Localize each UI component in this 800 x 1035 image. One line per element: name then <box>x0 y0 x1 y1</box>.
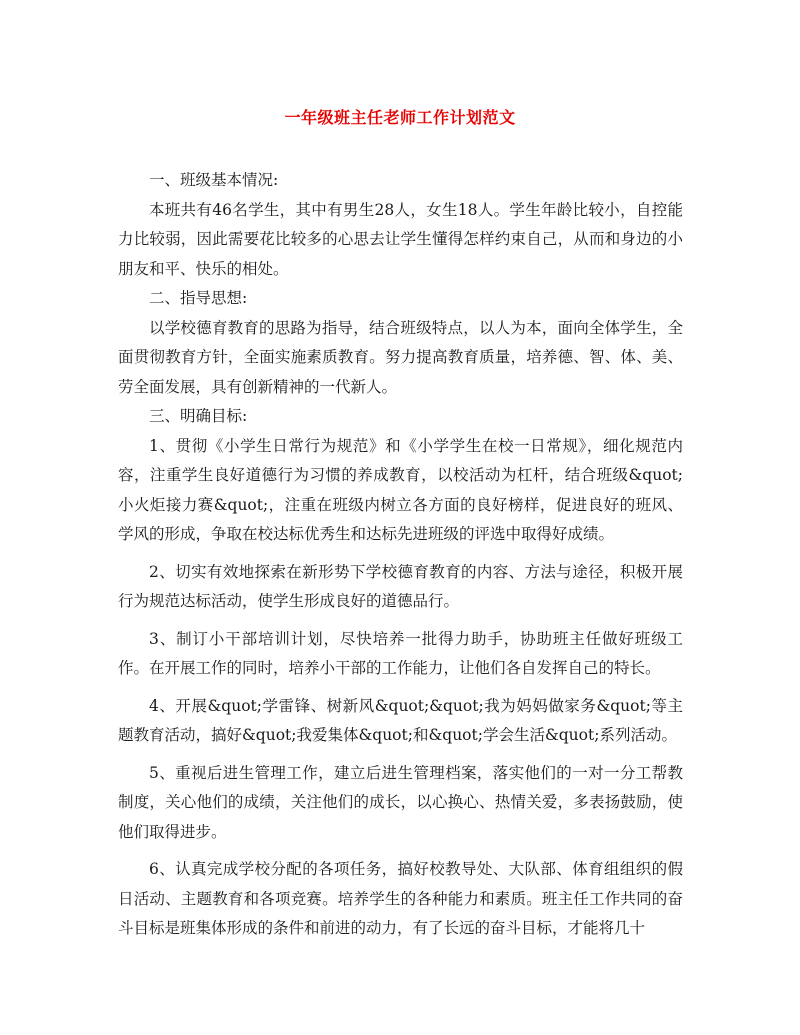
section-heading-goals: 三、明确目标: <box>149 407 248 425</box>
paragraph-goal-1: 1、贯彻《小学生日常行为规范》和《小学学生在校一日常规》，细化规范内容，注重学生良好道德行为习惯的养成教育，以校活动为杠杆，结合班级&quot;小火炬接力赛&quot;，注重在班级内树立各方面的良好榜样，促进良好的班风、学风的形成，争取在校达标优秀生和达标先进班级的评选中取得好成绩。 <box>118 436 683 543</box>
paragraph-goal-2: 2、切实有效地探索在新形势下学校德育教育的内容、方法与途径，积极开展行为规范达标活动，使学生形成良好的道德品行。 <box>118 562 683 610</box>
paragraph-goal-4: 4、开展&quot;学雷锋、树新风&quot;&quot;我为妈妈做家务&quot;等主题教育活动，搞好&quot;我爱集体&quot;和&quot;学会生活&quot;系列活动。 <box>118 696 683 744</box>
document-title: 一年级班主任老师工作计划范文 <box>284 108 516 127</box>
paragraph-goal-5: 5、重视后进生管理工作，建立后进生管理档案，落实他们的一对一分工帮教制度，关心他们的成绩，关注他们的成长，以心换心、热情关爱，多表扬鼓励，使他们取得进步。 <box>118 763 683 841</box>
section-heading-class-info: 一、班级基本情况: <box>149 171 279 189</box>
paragraph-class-info: 本班共有46名学生，其中有男生28人，女生18人。学生年龄比较小，自控能力比较弱，因此需要花比较多的心思去让学生懂得怎样约束自己，从而和身边的小朋友和平、快乐的相处。 <box>118 200 683 278</box>
paragraph-goal-3: 3、制订小干部培训计划，尽快培养一批得力助手，协助班主任做好班级工作。在开展工作的同时，培养小干部的工作能力，让他们各自发挥自己的特长。 <box>118 629 683 677</box>
paragraph-goal-6: 6、认真完成学校分配的各项任务，搞好校教导处、大队部、体育组组织的假日活动、主题教育和各项竞赛。培养学生的各种能力和素质。班主任工作共同的奋斗目标是班集体形成的条件和前进的动力，有了长远的奋斗目标，才能将几十 <box>118 860 683 937</box>
paragraph-guiding-idea: 以学校德育教育的思路为指导，结合班级特点，以人为本，面向全体学生，全面贯彻教育方针，全面实施素质教育。努力提高教育质量，培养德、智、体、美、劳全面发展，具有创新精神的一代新人。 <box>118 318 683 396</box>
document-body <box>118 166 683 944</box>
section-heading-guiding-idea: 二、指导思想: <box>149 289 248 307</box>
